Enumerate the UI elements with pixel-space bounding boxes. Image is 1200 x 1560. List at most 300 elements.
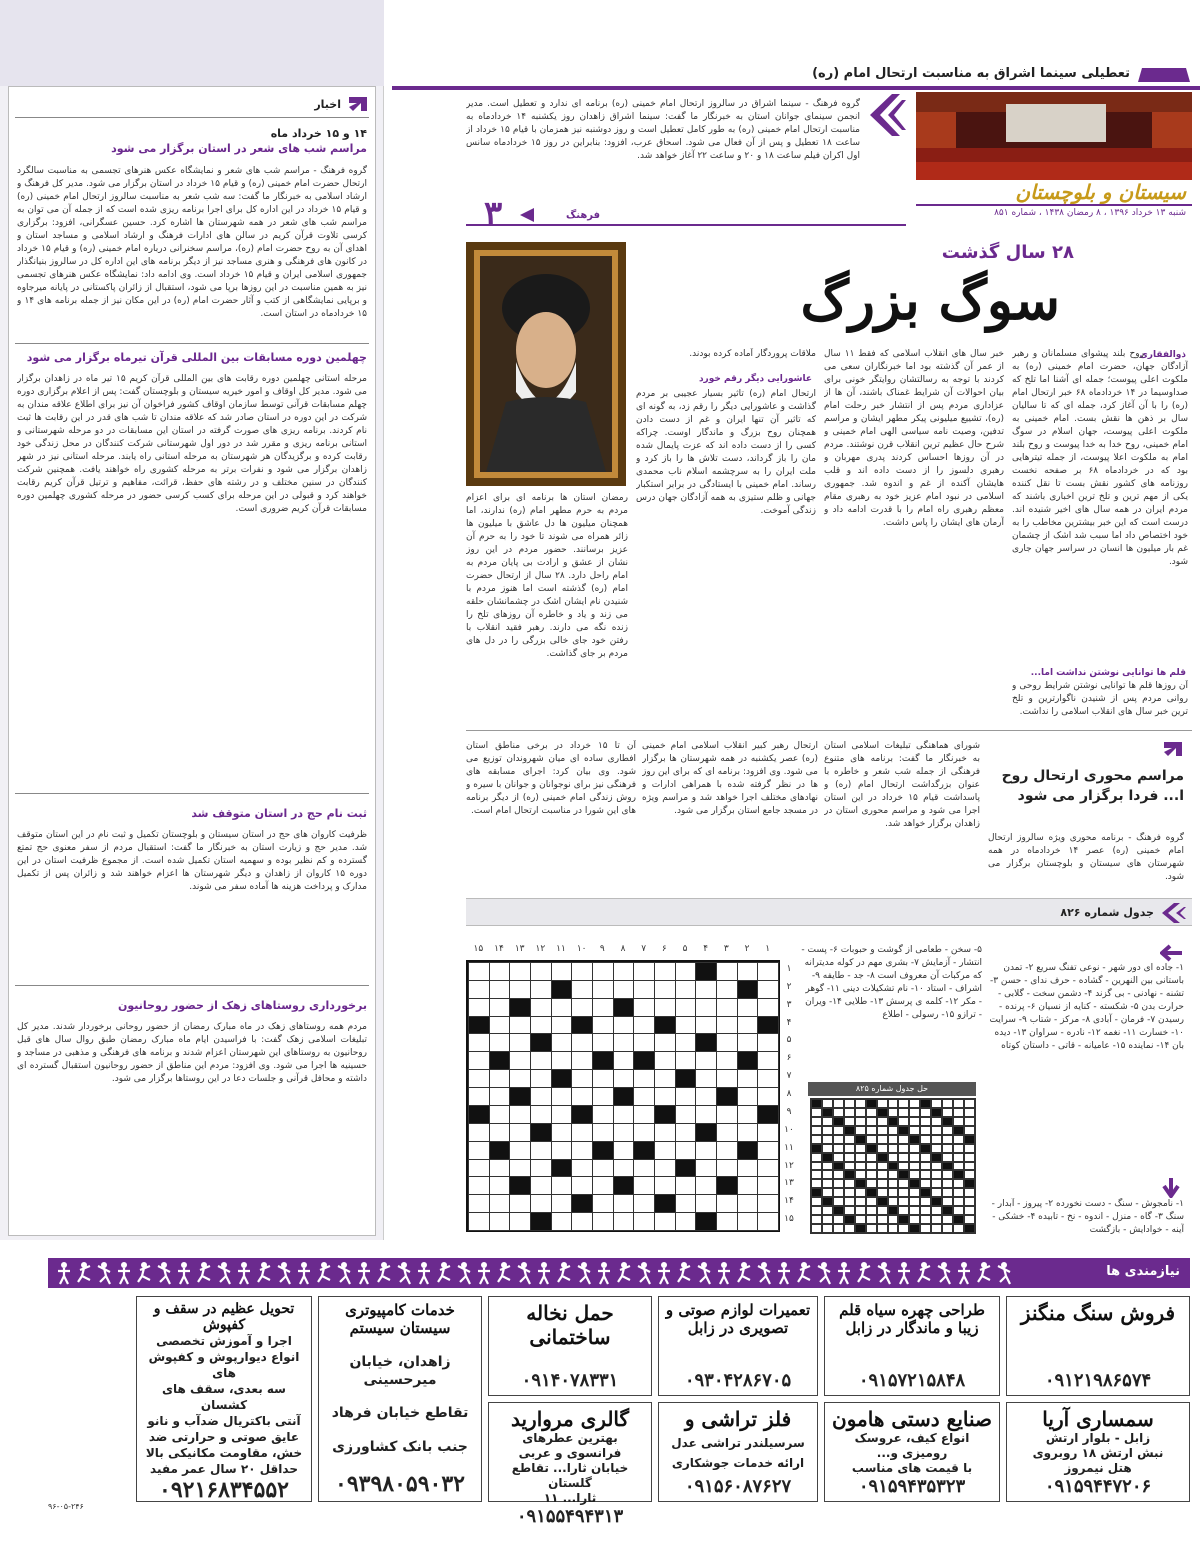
grid-cell[interactable]: [592, 1069, 614, 1088]
grid-cell[interactable]: [695, 1159, 717, 1178]
grid-cell[interactable]: [571, 980, 593, 999]
grid-cell[interactable]: [654, 1176, 676, 1195]
grid-cell[interactable]: [633, 1123, 655, 1142]
grid-cell[interactable]: [695, 1051, 717, 1070]
grid-cell[interactable]: [716, 962, 738, 981]
grid-cell[interactable]: [551, 1087, 573, 1106]
grid-cell[interactable]: [654, 1051, 676, 1070]
grid-cell[interactable]: [509, 1194, 531, 1213]
classified-ad: [824, 1296, 1000, 1396]
grid-cell[interactable]: [654, 1212, 676, 1231]
grid-cell[interactable]: [737, 1016, 759, 1035]
solution-block: [833, 1206, 844, 1215]
silhouette-head: [901, 1262, 907, 1268]
grid-cell[interactable]: [716, 1159, 738, 1178]
grid-cell[interactable]: [468, 1123, 490, 1142]
grid-cell[interactable]: [675, 1141, 697, 1160]
grid-cell[interactable]: [613, 1141, 635, 1160]
grid-cell[interactable]: [468, 998, 490, 1017]
grid-cell[interactable]: [571, 1087, 593, 1106]
portrait-image: [466, 242, 626, 486]
solution-cell: [877, 1135, 888, 1144]
silhouette-body: [538, 1268, 550, 1284]
solution-block: [964, 1224, 975, 1233]
grid-cell[interactable]: [757, 1212, 779, 1231]
grid-cell[interactable]: [530, 1016, 552, 1035]
ad-title: فروش سنگ منگنز: [1020, 1301, 1176, 1325]
solution-cell: [833, 1099, 844, 1108]
grid-cell[interactable]: [613, 1159, 635, 1178]
solution-cell: [909, 1170, 920, 1179]
grid-cell[interactable]: [737, 1194, 759, 1213]
solution-cell: [964, 1206, 975, 1215]
grid-cell[interactable]: [571, 1141, 593, 1160]
grid-cell[interactable]: [468, 980, 490, 999]
grid-cell[interactable]: [489, 980, 511, 999]
ad-line: عایق صوتی و حرارتی ضد خش، مقاومت مکانیکی بالا: [145, 1430, 303, 1460]
grid-cell[interactable]: [592, 980, 614, 999]
top-story-title: تعطیلی سینما اشراق به مناسبت ارتحال امام (ره): [812, 66, 1130, 81]
grid-cell[interactable]: [489, 1069, 511, 1088]
solution-cell: [964, 1126, 975, 1135]
solution-cell: [931, 1215, 942, 1224]
ad-phone-number[interactable]: ۰۹۳۰۴۲۸۶۷۰۵: [684, 1370, 792, 1391]
grid-cell[interactable]: [633, 1087, 655, 1106]
silhouette-body: [738, 1266, 750, 1282]
grid-cell[interactable]: [613, 1123, 635, 1142]
grid-cell[interactable]: [675, 962, 697, 981]
ad-phone-number[interactable]: ۰۹۱۵۷۲۱۵۸۴۸: [858, 1370, 966, 1391]
grid-cell[interactable]: [530, 1087, 552, 1106]
solution-block: [811, 1099, 822, 1108]
grid-cell[interactable]: [757, 1033, 779, 1052]
grid-cell[interactable]: [468, 1051, 490, 1070]
solution-cell: [855, 1099, 866, 1108]
grid-block: [571, 1016, 593, 1035]
grid-cell[interactable]: [737, 1105, 759, 1124]
sidebar-panel: [8, 86, 376, 1236]
grid-cell[interactable]: [613, 1033, 635, 1052]
grid-column-number: ۱۱: [556, 944, 566, 954]
grid-cell[interactable]: [571, 1051, 593, 1070]
silhouette-head: [181, 1262, 187, 1268]
solution-cell: [964, 1188, 975, 1197]
grid-cell[interactable]: [551, 1194, 573, 1213]
solution-cell: [811, 1197, 822, 1206]
silhouette-body: [358, 1268, 370, 1284]
grid-cell[interactable]: [695, 1105, 717, 1124]
grid-block: [613, 1176, 635, 1195]
silhouette-body: [98, 1266, 110, 1284]
solution-cell: [822, 1188, 833, 1197]
grid-cell[interactable]: [468, 1159, 490, 1178]
grid-cell[interactable]: [530, 1051, 552, 1070]
grid-cell[interactable]: [654, 1159, 676, 1178]
grid-cell[interactable]: [489, 1212, 511, 1231]
arrow-left-icon: [516, 208, 536, 222]
grid-cell[interactable]: [592, 1105, 614, 1124]
grid-cell[interactable]: [695, 1016, 717, 1035]
grid-cell[interactable]: [633, 1016, 655, 1035]
grid-cell[interactable]: [613, 980, 635, 999]
solution-cell: [920, 1108, 931, 1117]
silhouette-body: [838, 1268, 850, 1284]
solution-cell: [877, 1144, 888, 1153]
classified-ad: [824, 1402, 1000, 1502]
grid-cell[interactable]: [737, 1123, 759, 1142]
grid-cell[interactable]: [592, 1087, 614, 1106]
solution-block: [909, 1224, 920, 1233]
solution-cell: [953, 1108, 964, 1117]
grid-column-number: ۱۵: [473, 944, 484, 954]
solution-cell: [953, 1117, 964, 1126]
grid-cell[interactable]: [633, 1105, 655, 1124]
grid-cell[interactable]: [551, 1033, 573, 1052]
solution-cell: [844, 1188, 855, 1197]
feature-author: ذوالفقاری: [1139, 350, 1186, 360]
grid-cell[interactable]: [509, 1212, 531, 1231]
grid-cell[interactable]: [530, 962, 552, 981]
grid-cell[interactable]: [551, 1176, 573, 1195]
grid-cell[interactable]: [675, 980, 697, 999]
grid-cell[interactable]: [654, 1069, 676, 1088]
grid-cell[interactable]: [468, 1087, 490, 1106]
ad-title: گالری مروارید: [510, 1407, 630, 1431]
solution-cell: [811, 1126, 822, 1135]
grid-cell[interactable]: [509, 1051, 531, 1070]
grid-cell[interactable]: [592, 962, 614, 981]
grid-cell[interactable]: [571, 1176, 593, 1195]
grid-cell[interactable]: [530, 980, 552, 999]
grid-cell[interactable]: [551, 962, 573, 981]
ad-phone-number[interactable]: ۰۹۱۵۵۴۹۴۳۱۳: [516, 1506, 624, 1527]
solution-cell: [931, 1126, 942, 1135]
grid-cell[interactable]: [592, 1123, 614, 1142]
grid-cell[interactable]: [468, 1212, 490, 1231]
silhouette-body: [918, 1266, 930, 1282]
grid-cell[interactable]: [489, 1123, 511, 1142]
grid-cell[interactable]: [675, 1087, 697, 1106]
solution-cell: [877, 1170, 888, 1179]
grid-cell[interactable]: [613, 1194, 635, 1213]
solution-cell: [888, 1144, 899, 1153]
grid-block: [509, 1087, 531, 1106]
solution-cell: [822, 1117, 833, 1126]
grid-cell[interactable]: [675, 1051, 697, 1070]
grid-cell[interactable]: [551, 1105, 573, 1124]
grid-cell[interactable]: [509, 1069, 531, 1088]
ad-phone-number[interactable]: ۰۹۱۵۹۴۴۷۲۰۶: [1044, 1476, 1152, 1497]
solution-cell: [844, 1108, 855, 1117]
grid-cell[interactable]: [757, 962, 779, 981]
grid-cell[interactable]: [592, 1194, 614, 1213]
grid-block: [530, 1123, 552, 1142]
grid-cell[interactable]: [695, 1194, 717, 1213]
solution-cell: [844, 1144, 855, 1153]
grid-cell[interactable]: [613, 1051, 635, 1070]
grid-cell[interactable]: [571, 1159, 593, 1178]
grid-cell[interactable]: [489, 1016, 511, 1035]
solution-cell: [920, 1170, 931, 1179]
silhouette-body: [858, 1266, 870, 1282]
grid-cell[interactable]: [613, 1105, 635, 1124]
grid-column-numbers: [466, 944, 780, 958]
grid-cell[interactable]: [530, 1069, 552, 1088]
grid-cell[interactable]: [716, 1141, 738, 1160]
grid-cell[interactable]: [716, 1105, 738, 1124]
silhouette-head: [361, 1262, 367, 1268]
ad-phone-number[interactable]: ۰۹۱۲۱۹۸۶۵۷۴: [1044, 1370, 1152, 1391]
grid-cell[interactable]: [737, 962, 759, 981]
ad-phone-number[interactable]: ۰۹۱۴۰۷۸۳۳۱: [521, 1370, 619, 1391]
grid-cell[interactable]: [489, 1159, 511, 1178]
grid-cell[interactable]: [489, 1105, 511, 1124]
grid-cell[interactable]: [633, 1212, 655, 1231]
grid-block: [468, 1105, 490, 1124]
grid-cell[interactable]: [695, 980, 717, 999]
grid-cell[interactable]: [530, 1159, 552, 1178]
solution-cell: [909, 1153, 920, 1162]
grid-cell[interactable]: [757, 998, 779, 1017]
grid-block: [695, 962, 717, 981]
ad-line: سه بعدی، سقف های کشسان: [162, 1382, 286, 1412]
solution-cell: [833, 1179, 844, 1188]
grid-cell[interactable]: [551, 998, 573, 1017]
grid-row-number: ۱۴: [784, 1196, 794, 1207]
grid-cell[interactable]: [757, 980, 779, 999]
solution-cell: [877, 1099, 888, 1108]
grid-cell[interactable]: [695, 1141, 717, 1160]
grid-cell[interactable]: [675, 998, 697, 1017]
grid-cell[interactable]: [551, 1212, 573, 1231]
grid-block: [489, 1141, 511, 1160]
grid-cell[interactable]: [716, 998, 738, 1017]
section-bar: [466, 194, 906, 234]
grid-cell[interactable]: [509, 962, 531, 981]
classified-ad: [136, 1296, 312, 1502]
grid-cell[interactable]: [633, 998, 655, 1017]
grid-cell[interactable]: [757, 1087, 779, 1106]
page-number-box: [466, 194, 556, 234]
solution-cell: [909, 1099, 920, 1108]
grid-cell[interactable]: [551, 1016, 573, 1035]
crossword-grid[interactable]: [466, 960, 780, 1232]
grid-cell[interactable]: [675, 1212, 697, 1231]
grid-cell[interactable]: [716, 1033, 738, 1052]
solution-cell: [833, 1126, 844, 1135]
silhouette-head: [61, 1262, 67, 1268]
grid-cell[interactable]: [633, 1194, 655, 1213]
grid-cell[interactable]: [551, 1051, 573, 1070]
grid-cell[interactable]: [716, 980, 738, 999]
people-silhouettes-icon: [52, 1260, 1052, 1286]
grid-column-number: ۱۳: [514, 944, 525, 954]
grid-cell[interactable]: [509, 1033, 531, 1052]
grid-cell[interactable]: [654, 1087, 676, 1106]
grid-cell[interactable]: [530, 998, 552, 1017]
ad-phone-number[interactable]: ۰۹۳۹۸۰۵۹۰۳۲: [335, 1471, 465, 1497]
grid-cell[interactable]: [509, 980, 531, 999]
grid-cell[interactable]: [613, 1212, 635, 1231]
grid-cell[interactable]: [489, 962, 511, 981]
silhouette-body: [198, 1266, 210, 1282]
grid-cell[interactable]: [757, 1141, 779, 1160]
grid-cell[interactable]: [530, 1141, 552, 1160]
grid-cell[interactable]: [695, 1069, 717, 1088]
grid-cell[interactable]: [633, 1176, 655, 1195]
grid-cell[interactable]: [716, 1123, 738, 1142]
grid-cell[interactable]: [737, 1069, 759, 1088]
grid-cell[interactable]: [489, 1087, 511, 1106]
grid-cell[interactable]: [592, 998, 614, 1017]
grid-cell[interactable]: [468, 962, 490, 981]
grid-cell[interactable]: [716, 1069, 738, 1088]
ad-phone-number[interactable]: ۰۹۱۵۹۴۳۵۳۲۳: [858, 1476, 966, 1497]
grid-row-number: ۶: [786, 1053, 792, 1064]
solution-block: [953, 1170, 964, 1179]
grid-cell[interactable]: [592, 1212, 614, 1231]
solution-cell: [888, 1224, 899, 1233]
grid-cell[interactable]: [737, 1159, 759, 1178]
grid-cell[interactable]: [757, 1051, 779, 1070]
grid-cell[interactable]: [675, 1194, 697, 1213]
grid-column-number: ۳: [723, 944, 729, 954]
grid-cell[interactable]: [551, 1141, 573, 1160]
solution-cell: [953, 1179, 964, 1188]
grid-cell[interactable]: [716, 1212, 738, 1231]
grid-cell[interactable]: [509, 1159, 531, 1178]
grid-cell[interactable]: [757, 1194, 779, 1213]
grid-cell[interactable]: [633, 1069, 655, 1088]
grid-cell[interactable]: [654, 980, 676, 999]
ad-title: تحویل عظیم در سقف و کفپوش: [153, 1301, 295, 1333]
grid-cell[interactable]: [654, 1141, 676, 1160]
grid-cell[interactable]: [737, 1087, 759, 1106]
solution-block: [855, 1224, 866, 1233]
grid-cell[interactable]: [592, 1016, 614, 1035]
grid-cell[interactable]: [654, 1033, 676, 1052]
grid-cell[interactable]: [489, 998, 511, 1017]
grid-cell[interactable]: [633, 1159, 655, 1178]
grid-column-number: ۸: [620, 944, 626, 954]
solution-block: [855, 1135, 866, 1144]
grid-cell[interactable]: [613, 1069, 635, 1088]
grid-cell[interactable]: [592, 1176, 614, 1195]
grid-cell[interactable]: [716, 1194, 738, 1213]
solution-cell: [931, 1162, 942, 1171]
grid-cell[interactable]: [592, 1033, 614, 1052]
grid-row-number: ۱۳: [784, 1178, 794, 1189]
grid-cell[interactable]: [675, 1123, 697, 1142]
solution-cell: [888, 1188, 899, 1197]
grid-cell[interactable]: [633, 962, 655, 981]
grid-row-number: ۲: [786, 981, 792, 992]
solution-cell: [898, 1117, 909, 1126]
grid-block: [695, 1212, 717, 1231]
solution-cell: [942, 1188, 953, 1197]
grid-cell[interactable]: [695, 1176, 717, 1195]
grid-cell[interactable]: [675, 1105, 697, 1124]
grid-block: [675, 1069, 697, 1088]
grid-cell[interactable]: [695, 1087, 717, 1106]
grid-cell[interactable]: [757, 1069, 779, 1088]
grid-cell[interactable]: [571, 1033, 593, 1052]
grid-cell[interactable]: [654, 962, 676, 981]
grid-cell[interactable]: [468, 1194, 490, 1213]
ad-phone-number[interactable]: ۰۹۲۱۶۸۳۴۵۵۲: [159, 1477, 289, 1503]
grid-cell[interactable]: [654, 998, 676, 1017]
grid-cell[interactable]: [737, 998, 759, 1017]
grid-cell[interactable]: [592, 1159, 614, 1178]
grid-cell[interactable]: [675, 1033, 697, 1052]
grid-cell[interactable]: [509, 1123, 531, 1142]
grid-cell[interactable]: [613, 1016, 635, 1035]
solution-cell: [877, 1224, 888, 1233]
grid-block: [592, 1051, 614, 1070]
grid-cell[interactable]: [530, 1194, 552, 1213]
grid-cell[interactable]: [737, 1212, 759, 1231]
grid-cell[interactable]: [489, 1033, 511, 1052]
solution-cell: [964, 1108, 975, 1117]
solution-cell: [866, 1162, 877, 1171]
grid-cell[interactable]: [571, 998, 593, 1017]
grid-column-number: ۴: [703, 944, 709, 954]
grid-cell[interactable]: [695, 998, 717, 1017]
grid-cell[interactable]: [737, 1176, 759, 1195]
grid-cell[interactable]: [571, 1212, 593, 1231]
grid-cell[interactable]: [509, 1141, 531, 1160]
grid-cell[interactable]: [509, 1105, 531, 1124]
grid-cell[interactable]: [468, 1141, 490, 1160]
grid-cell[interactable]: [468, 1033, 490, 1052]
grid-cell[interactable]: [468, 1176, 490, 1195]
grid-cell[interactable]: [716, 1051, 738, 1070]
grid-cell[interactable]: [571, 1069, 593, 1088]
solution-cell: [811, 1117, 822, 1126]
grid-cell[interactable]: [654, 1123, 676, 1142]
grid-cell[interactable]: [613, 962, 635, 981]
solution-cell: [920, 1117, 931, 1126]
grid-cell[interactable]: [530, 1176, 552, 1195]
issue-line: شنبه ۱۳ خرداد ۱۳۹۶ ، ۸ رمضان ۱۴۳۸ ، شماره ۸۵۱: [994, 208, 1186, 218]
ad-phone-number[interactable]: ۰۹۱۵۶۰۸۷۶۲۷: [684, 1476, 792, 1497]
ad-line: رومیزی و...: [876, 1446, 948, 1460]
grid-cell[interactable]: [675, 1016, 697, 1035]
grid-cell[interactable]: [551, 1123, 573, 1142]
grid-cell[interactable]: [509, 1016, 531, 1035]
grid-cell[interactable]: [633, 1033, 655, 1052]
grid-cell[interactable]: [571, 1123, 593, 1142]
solution-cell: [877, 1206, 888, 1215]
grid-cell[interactable]: [633, 980, 655, 999]
grid-cell[interactable]: [716, 1016, 738, 1035]
grid-cell[interactable]: [489, 1194, 511, 1213]
grid-cell[interactable]: [757, 1159, 779, 1178]
grid-cell[interactable]: [571, 962, 593, 981]
solution-cell: [931, 1099, 942, 1108]
solution-cell: [888, 1099, 899, 1108]
grid-cell[interactable]: [468, 1069, 490, 1088]
grid-cell[interactable]: [737, 1033, 759, 1052]
grid-cell[interactable]: [757, 1123, 779, 1142]
silhouette-body: [818, 1266, 830, 1284]
grid-cell[interactable]: [530, 1105, 552, 1124]
grid-column-number: ۱۴: [494, 944, 504, 954]
grid-cell[interactable]: [489, 1176, 511, 1195]
grid-cell[interactable]: [757, 1176, 779, 1195]
grid-cell[interactable]: [675, 1176, 697, 1195]
solution-cell: [953, 1153, 964, 1162]
